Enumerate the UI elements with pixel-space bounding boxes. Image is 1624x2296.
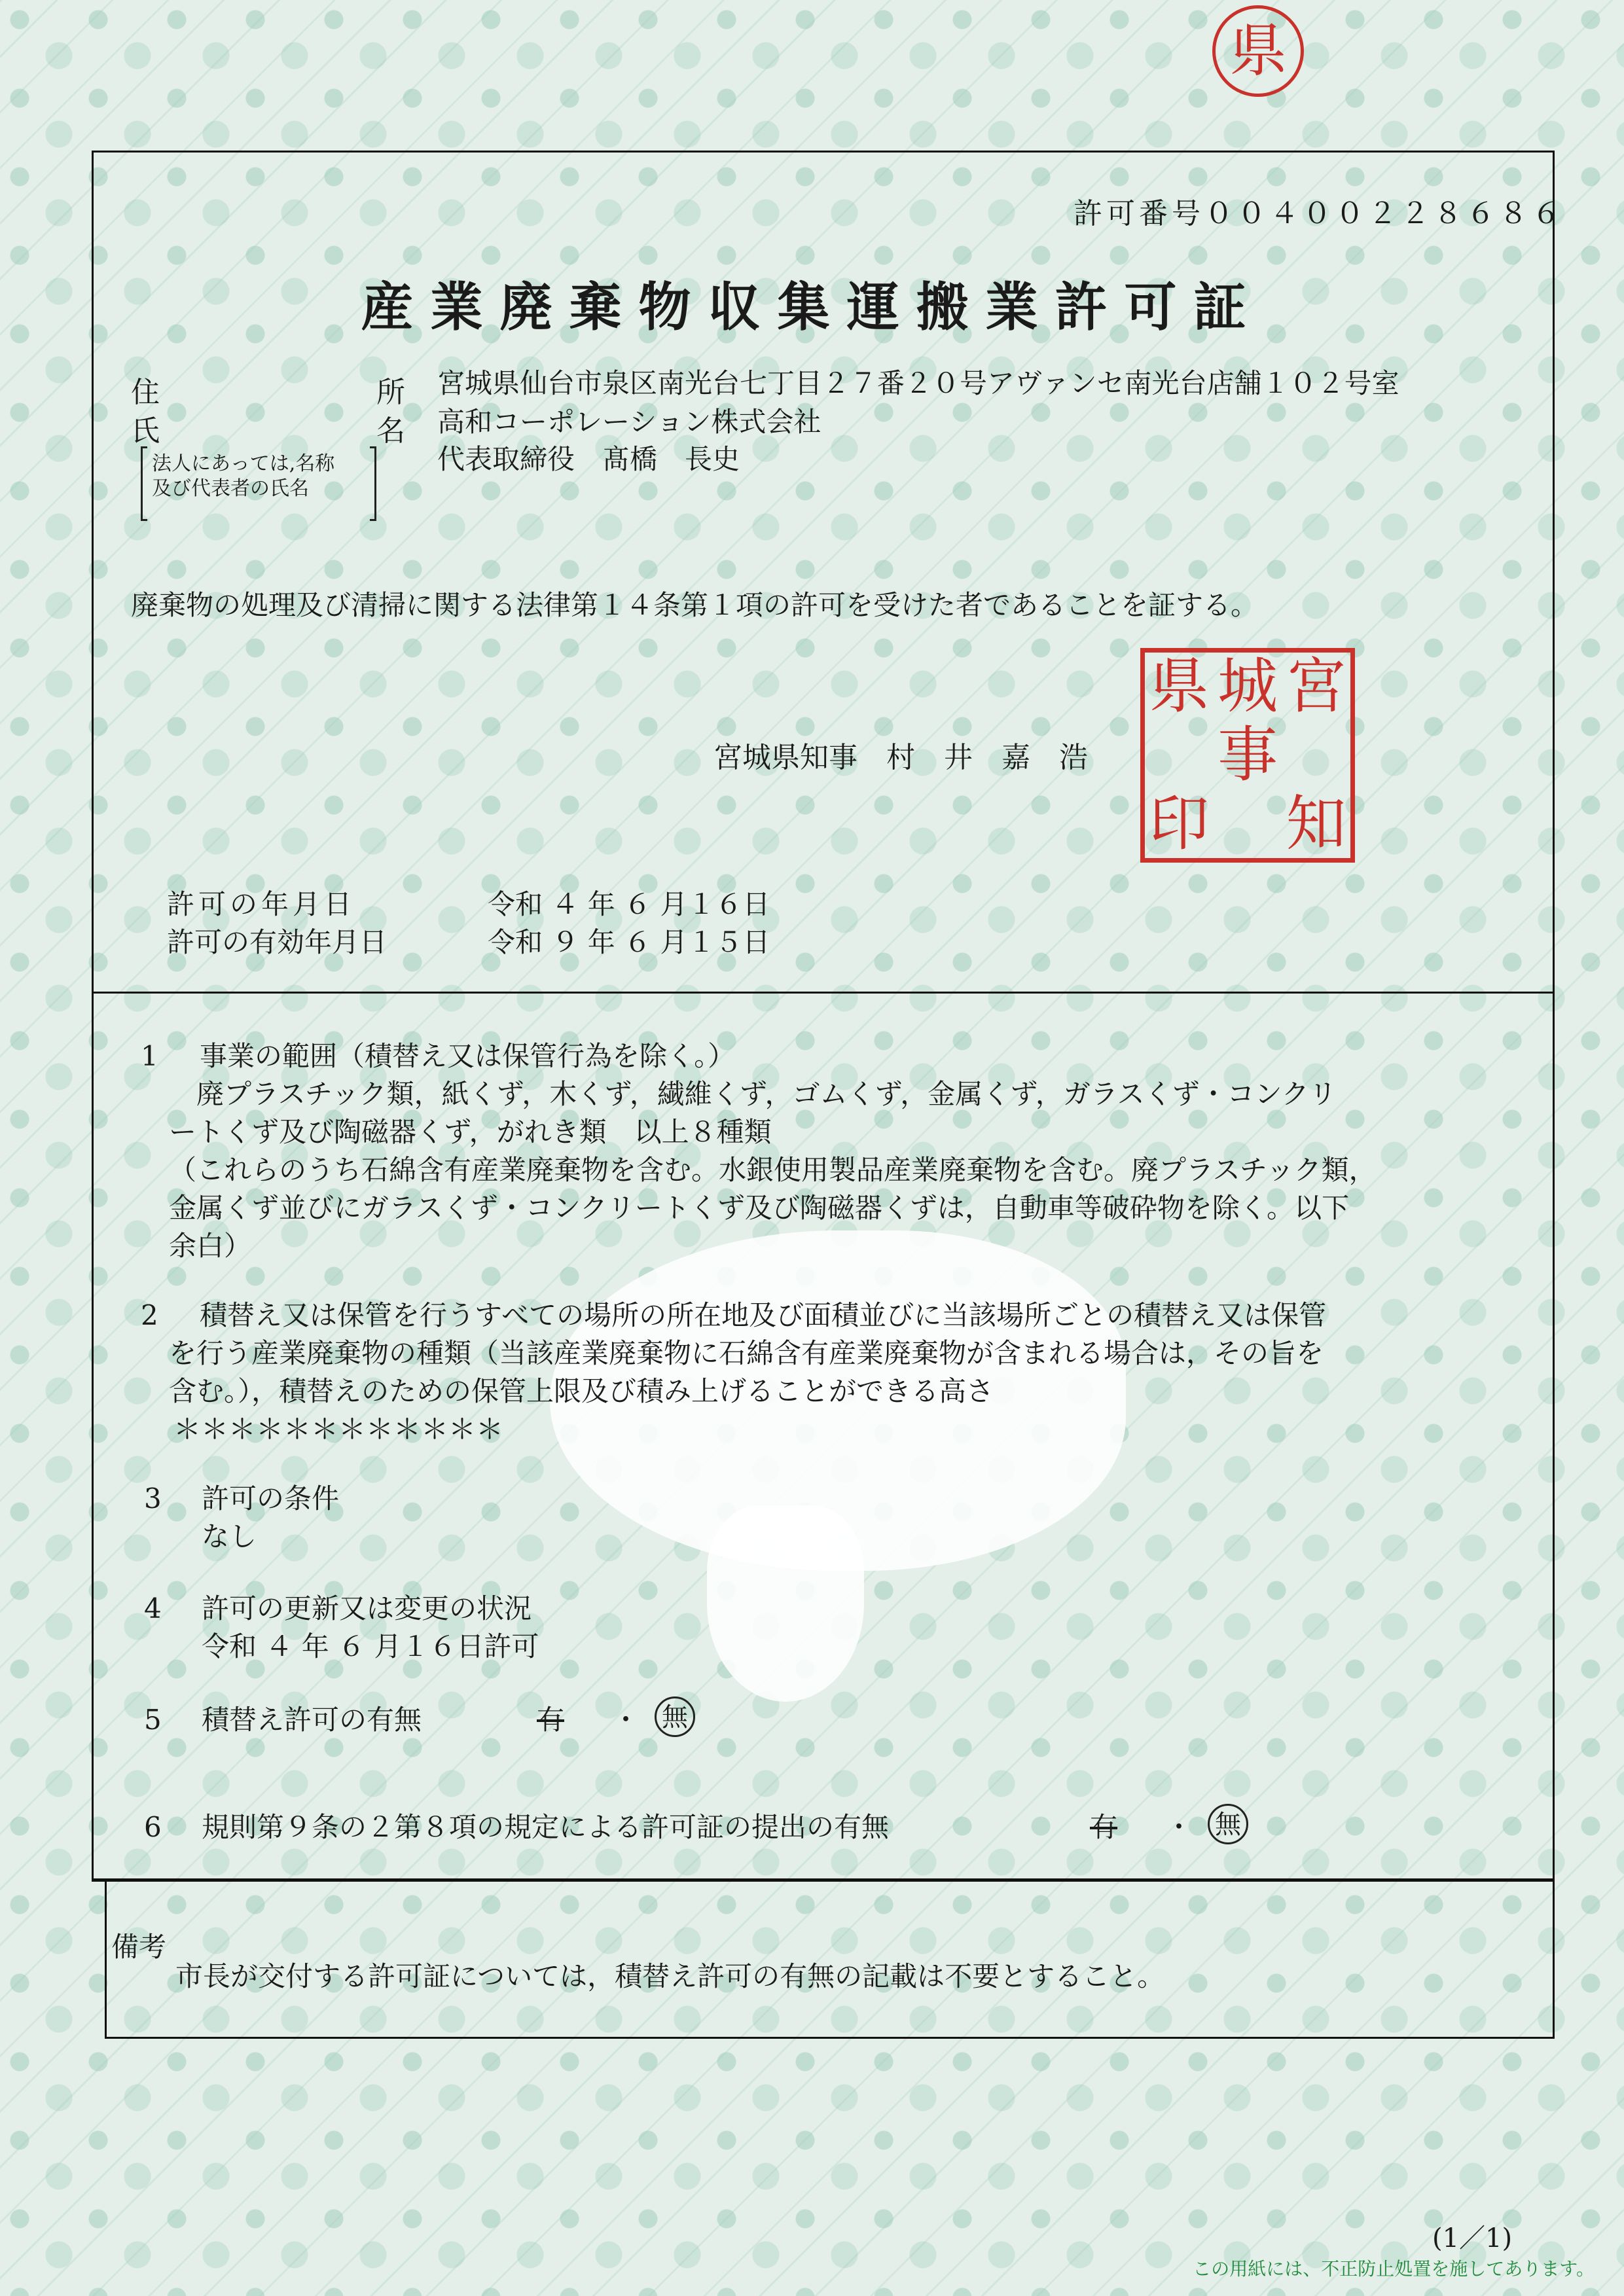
security-note: この用紙には、不正防止処置を施してあります。 (1193, 2258, 1595, 2280)
issue-date-value: 令和 ４ 年 ６ 月１６日 (488, 888, 770, 920)
item1-line5: 余白） (169, 1230, 252, 1262)
item3-value: なし (202, 1520, 257, 1552)
item5-yes-option: 有 (537, 1704, 565, 1736)
item1-line4: 金属くず並びにガラスくず・コンクリートくず及び陶磁器くずは，自動車等破砕物を除く。以下 (169, 1192, 1350, 1224)
governor-seal (1140, 648, 1355, 863)
governor-name: 宮城県知事 村 井 嘉 浩 (713, 741, 1088, 774)
name-note-line2: 及び代表者の氏名 (152, 477, 309, 500)
item6-no-option (1208, 1804, 1248, 1844)
item1-number: 1 (141, 1040, 158, 1072)
item6-yes-option: 有 (1090, 1811, 1118, 1843)
name-label-a: 氏 (131, 414, 160, 448)
seal-char: 宮 (1286, 651, 1346, 722)
permit-number: 許可番号００４００２２８６８６ (1074, 197, 1564, 230)
item2-number: 2 (141, 1299, 158, 1331)
remarks-text: 市長が交付する許可証については，積替え許可の有無の記載は不要とすること。 (175, 1960, 1165, 1992)
item4-value: 令和 ４ 年 ６ 月１６日許可 (202, 1630, 539, 1662)
representative-name: 代表取締役 髙橋 長史 (437, 443, 740, 475)
item6-separator: ・ (1165, 1811, 1193, 1843)
item3-title: 許可の条件 (202, 1482, 340, 1515)
top-stamp: 県 (1212, 5, 1304, 97)
item6-no-circled: 無 (1208, 1804, 1248, 1844)
name-note-bracket (141, 448, 376, 520)
item6-number: 6 (144, 1811, 162, 1843)
item5-separator: ・ (612, 1704, 640, 1736)
item3-number: 3 (144, 1482, 162, 1515)
seal-char: 県 (1149, 651, 1210, 722)
name-label-b: 名 (376, 414, 405, 448)
expiry-date-label: 許可の有効年月日 (167, 926, 388, 958)
address-label-b: 所 (376, 376, 405, 409)
document-title: 産業廃棄物収集運搬業許可証 (361, 276, 1263, 338)
item2-line2: を行う産業廃棄物の種類（当該産業廃棄物に石綿含有産業廃棄物が含まれる場合は，その旨を (169, 1337, 1324, 1369)
item1-line1: 廃プラスチック類，紙くず，木くず，繊維くず，ゴムくず，金属くず，ガラスくず・コンクリ (196, 1078, 1337, 1110)
issue-date-label: 許可の年月日 (167, 888, 356, 920)
certify-statement: 廃棄物の処理及び清掃に関する法律第１４条第１項の許可を受けた者であることを証する。 (131, 589, 1259, 621)
item5-title: 積替え許可の有無 (202, 1704, 422, 1736)
item1-line2: ートくず及び陶磁器くず，がれき類 以上８種類 (169, 1116, 772, 1148)
address-label-a: 住 (131, 376, 160, 409)
item5-no-option (655, 1696, 695, 1737)
item5-number: 5 (144, 1704, 162, 1736)
item2-line3: 含む。），積替えのための保管上限及び積み上げることができる高さ (169, 1375, 994, 1407)
divider-upper (92, 992, 1555, 994)
seal-char: 事 (1217, 719, 1278, 790)
item6-title: 規則第９条の２第８項の規定による許可証の提出の有無 (202, 1811, 890, 1843)
seal-char: 知 (1286, 788, 1346, 859)
item4-title: 許可の更新又は変更の状況 (202, 1592, 532, 1624)
company-name: 高和コーポレーション株式会社 (437, 406, 821, 438)
address-value: 宮城県仙台市泉区南光台七丁目２７番２０号アヴァンセ南光台店舗１０２号室 (437, 367, 1399, 399)
item2-line1: 積替え又は保管を行うすべての場所の所在地及び面積並びに当該場所ごとの積替え又は保管 (200, 1299, 1327, 1331)
seal-char: 城 (1217, 651, 1278, 722)
item4-number: 4 (144, 1592, 162, 1624)
remarks-label: 備考 (111, 1931, 167, 1963)
page-number: (1／1) (1432, 2223, 1513, 2253)
expiry-date-value: 令和 ９ 年 ６ 月１５日 (488, 926, 770, 958)
item5-no-circled: 無 (655, 1696, 695, 1737)
item1-line3: （これらのうち石綿含有産業廃棄物を含む。水銀使用製品産業廃棄物を含む。廃プラスチック類， (169, 1154, 1377, 1186)
item1-title: 事業の範囲（積替え又は保管行為を除く。） (200, 1040, 736, 1072)
seal-char: 印 (1149, 788, 1210, 859)
item2-line4: ＊＊＊＊＊＊＊＊＊＊＊＊ (173, 1413, 504, 1445)
name-note-line1: 法人にあっては,名称 (152, 452, 335, 475)
